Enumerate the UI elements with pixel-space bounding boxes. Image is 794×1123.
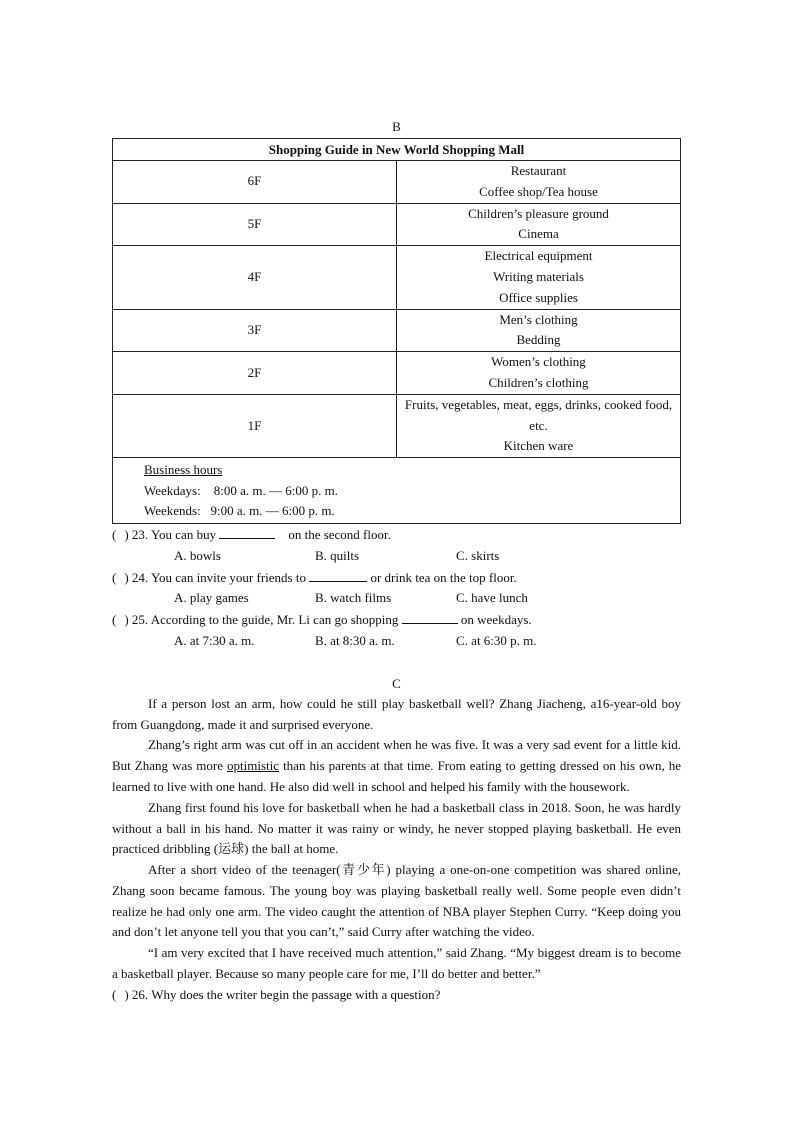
floor-items	[397, 246, 681, 309]
table-row	[113, 352, 681, 395]
table-row	[113, 246, 681, 309]
floor-items	[397, 394, 681, 457]
passage-paragraph	[112, 735, 681, 797]
floor-items	[397, 309, 681, 352]
question-23: ( ) 23. You can buy on the second floor.	[112, 524, 681, 546]
floor-item: Children’s pleasure ground	[468, 205, 609, 221]
floor-label: 6F	[113, 161, 397, 204]
paragraph-text: than his parents at that time. From eating to getting dressed on his own, he learned to live with one hand. He also did well in school and helped his family with the housework.	[112, 758, 682, 794]
floor-item: Cinema	[518, 226, 559, 242]
table-row	[113, 161, 681, 204]
floor-item: Office supplies	[499, 289, 578, 305]
floor-item: Fruits, vegetables, meat, eggs, drinks, cooked food, etc.	[404, 396, 673, 433]
shopping-guide-table	[112, 138, 681, 524]
passage-paragraph: Zhang first found his love for basketball when he had a basketball class in 2018. Soon, he was hardly without a ball in his hand. No matter it was rainy or windy, he never stopped playing basketball. He even practiced dribbling (运球) the ball at home.	[112, 799, 681, 857]
floor-item: Children’s clothing	[488, 374, 589, 390]
question-25: ( ) 25. According to the guide, Mr. Li can go shopping on weekdays.	[112, 609, 681, 631]
floor-item: Coffee shop/Tea house	[479, 183, 598, 199]
table-row	[113, 309, 681, 352]
options-25	[112, 631, 681, 652]
section-c-label: C	[392, 675, 401, 691]
business-hours-title: Business hours	[144, 462, 223, 478]
floor-label: 2F	[113, 352, 397, 395]
passage-paragraph: After a short video of the teenager(青少年) playing a one-on-one competition was shared online, Zhang soon became famous. The young boy was playing basketball really well. Some people even didn’t realize he had only one arm. The video caught the attention of NBA player Stephen Curry. “Keep doing you and don’t let anyone tell you that you can’t,” said Curry after watching the video.	[112, 862, 681, 940]
floor-label: 5F	[113, 203, 397, 246]
question-text: ) 24. You can invite your friends to	[124, 569, 306, 585]
weekends-hours: Weekends: 9:00 a. m. — 6:00 p. m.	[144, 503, 335, 519]
answer-blank[interactable]	[309, 567, 367, 582]
floor-items	[397, 203, 681, 246]
underlined-word: optimistic	[227, 758, 280, 774]
question-26: ( ) 26. Why does the writer begin the passage with a question?	[112, 986, 441, 1002]
option-b[interactable]: B. at 8:30 a. m.	[315, 632, 395, 648]
options-23	[112, 546, 681, 567]
floor-item: Writing materials	[493, 268, 584, 284]
option-b[interactable]: B. quilts	[315, 547, 360, 563]
floor-item: Bedding	[516, 332, 561, 348]
floor-item: Men’s clothing	[499, 311, 578, 327]
worksheet-page	[112, 116, 681, 1006]
table-title: Shopping Guide in New World Shopping Mall	[113, 139, 681, 161]
floor-item: Restaurant	[510, 163, 567, 178]
answer-blank[interactable]	[402, 609, 458, 624]
option-c[interactable]: C. at 6:30 p. m.	[456, 632, 537, 648]
floor-item: Electrical equipment	[484, 248, 593, 264]
question-text-after: on the second floor.	[288, 526, 391, 542]
question-text: ) 23. You can buy	[124, 526, 217, 542]
floor-item: Kitchen ware	[503, 438, 574, 454]
floor-item: Women’s clothing	[491, 354, 586, 370]
table-row	[113, 203, 681, 246]
floor-items	[397, 161, 681, 204]
passage-paragraph: If a person lost an arm, how could he still play basketball well? Zhang Jiacheng, a16-year-old boy from Guangdong, made it and surprised everyone.	[112, 695, 681, 732]
question-text-after: or drink tea on the top floor.	[370, 569, 517, 585]
options-24	[112, 588, 681, 609]
option-a[interactable]: A. play games	[174, 590, 249, 606]
option-b[interactable]: B. watch films	[315, 590, 392, 606]
passage-paragraph: “I am very excited that I have received much attention,” said Zhang. “My biggest dream is to become a basketball player. Because so many people care for me, I’ll do better and better.”	[112, 945, 681, 982]
weekdays-hours: Weekdays: 8:00 a. m. — 6:00 p. m.	[144, 482, 338, 498]
business-hours-row	[113, 458, 681, 524]
paragraph-text: Zhang’s right arm was cut off in an accident when he was five. It was a very sad event for a little kid. But Zhang was more	[112, 737, 681, 774]
floor-label: 1F	[113, 394, 397, 457]
answer-blank[interactable]	[219, 524, 275, 539]
question-text-after: on weekdays.	[460, 612, 532, 628]
option-c[interactable]: C. skirts	[456, 547, 500, 563]
question-text: ) 26. Why does the writer begin the passage with a question?	[124, 986, 441, 1002]
floor-label: 3F	[113, 309, 397, 352]
question-24: ( ) 24. You can invite your friends to or drink tea on the top floor.	[112, 567, 681, 589]
table-title-row	[113, 139, 681, 161]
option-c[interactable]: C. have lunch	[456, 590, 528, 606]
question-text: ) 25. According to the guide, Mr. Li can go shopping	[124, 612, 399, 628]
business-hours	[113, 458, 681, 524]
table-row	[113, 394, 681, 457]
option-a[interactable]: A. bowls	[174, 547, 221, 563]
option-a[interactable]: A. at 7:30 a. m.	[174, 632, 255, 648]
floor-items	[397, 352, 681, 395]
floor-label: 4F	[113, 246, 397, 309]
section-b-label: B	[392, 119, 401, 134]
